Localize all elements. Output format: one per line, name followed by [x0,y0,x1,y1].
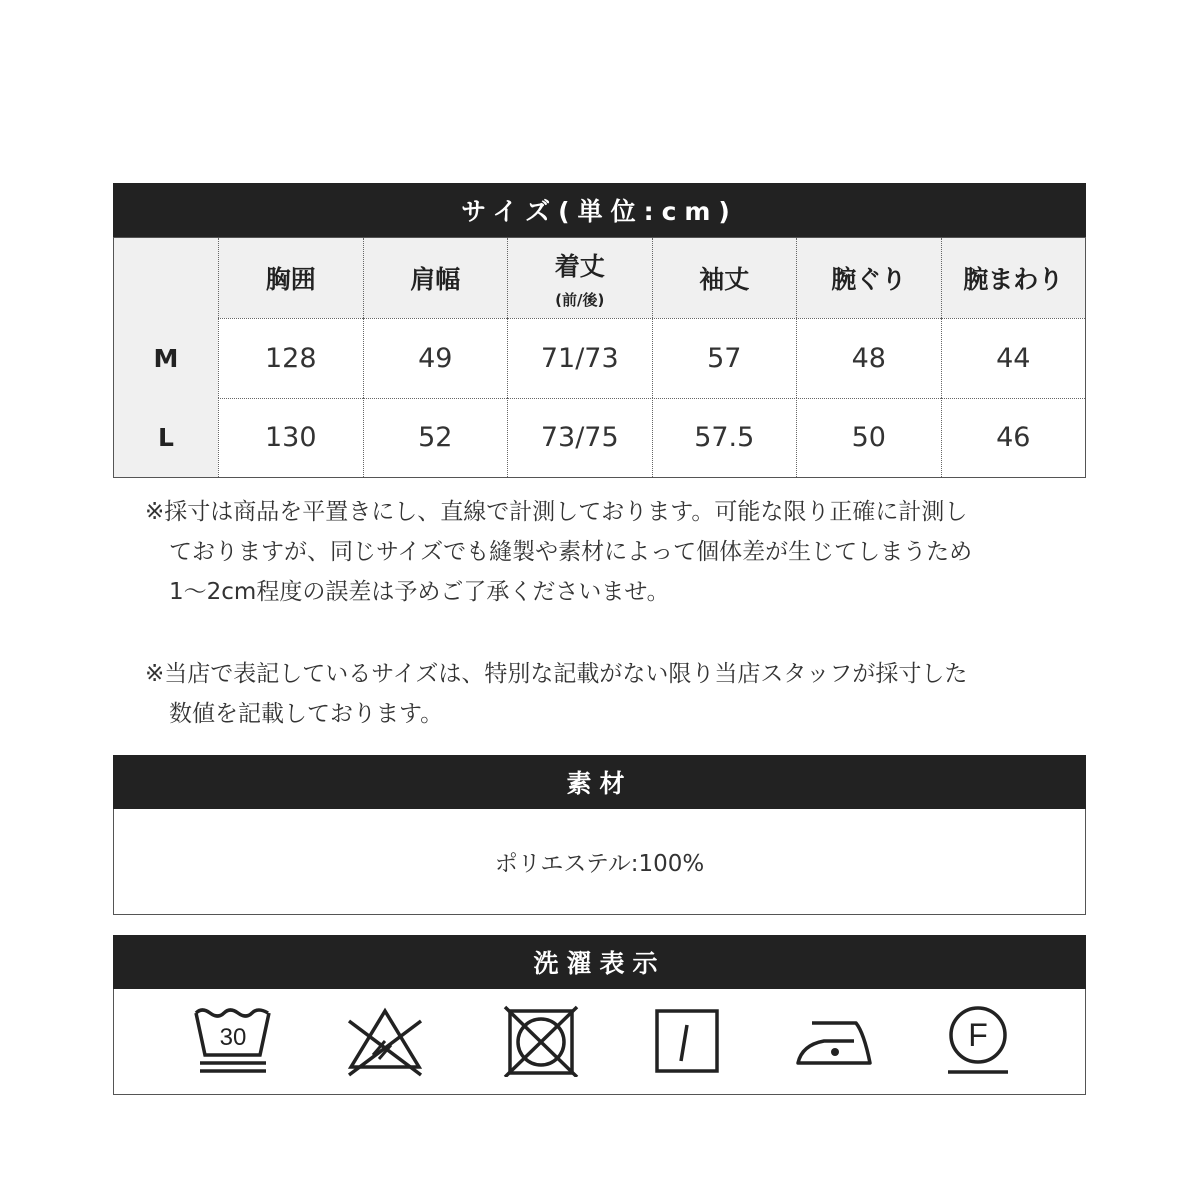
dry-clean-label: F [968,1017,988,1053]
cell-value: 128 [264,342,317,374]
measurement-note [145,492,1075,612]
size-table [113,237,1086,478]
wash-temperature-label: 30 [219,1024,247,1051]
material-content-box [113,809,1086,915]
table-cell [941,398,1086,477]
no-tumble-dry-icon [503,1005,579,1077]
table-cell [363,318,508,398]
column-label: 腕ぐり [831,265,907,294]
cell-value: 49 [418,342,453,374]
table-cell [363,398,508,477]
iron-low-icon [794,1005,876,1077]
cell-value: 44 [996,342,1031,374]
table-row [114,398,1085,477]
table-cell [507,398,652,477]
cell-value: 46 [996,422,1031,453]
size-label-cell [114,398,218,477]
cell-value: 57 [707,342,742,374]
size-section-title: サイズ(単位:cm) [113,183,1086,237]
staff-measure-note [145,654,1075,734]
note-line: 1〜2cm程度の誤差は予めご了承くださいませ。 [169,579,670,605]
column-label: 袖丈 [699,265,750,294]
cell-value: 52 [418,422,453,453]
cell-value: 48 [851,342,886,374]
line-dry-icon [652,1005,724,1077]
size-label: M [153,343,179,373]
size-label-cell [114,318,218,398]
note-line: ておりますが、同じサイズでも縫製や素材によって個体差が生じてしまうため [169,539,973,565]
care-section-title: 洗濯表示 [113,935,1086,989]
cell-value: 130 [264,422,317,453]
cell-value: 57.5 [694,422,755,453]
wash-30-gentle-icon [192,1005,274,1077]
column-label: 着丈 [554,251,605,281]
material-section-title: 素材 [113,755,1086,809]
table-corner-cell [114,238,218,318]
column-header-sleeve [652,238,797,318]
table-cell [796,398,941,477]
table-row [114,318,1085,399]
column-header-length [507,238,652,318]
column-label: 肩幅 [410,265,461,294]
note-line: ※採寸は商品を平置きにし、直線で計測しております。可能な限り正確に計測し [145,499,968,525]
column-label: 胸囲 [265,265,316,294]
size-label: L [158,423,174,452]
table-cell [652,398,797,477]
column-header-armhole [796,238,941,318]
note-line: ※当店で表記しているサイズは、特別な記載がない限り当店スタッフが採寸した [145,661,968,687]
size-table-header-row [114,238,1085,319]
table-cell [796,318,941,398]
table-cell [507,318,652,398]
table-cell [941,318,1086,398]
table-cell [652,318,797,398]
cell-value: 73/75 [540,422,619,453]
column-label: 腕まわり [963,265,1064,294]
no-bleach-icon [343,1005,427,1077]
table-cell [218,318,363,398]
dry-clean-f-icon [944,1005,1012,1077]
column-sublabel: (前/後) [555,290,605,309]
cell-value: 71/73 [540,342,619,374]
cell-value: 50 [851,422,886,453]
material-composition: ポリエステル:100% [494,851,705,877]
note-line: 数値を記載しております。 [169,701,444,727]
column-header-chest [218,238,363,318]
table-cell [218,398,363,477]
column-header-arm-circumference [941,238,1086,318]
column-header-shoulder [363,238,508,318]
